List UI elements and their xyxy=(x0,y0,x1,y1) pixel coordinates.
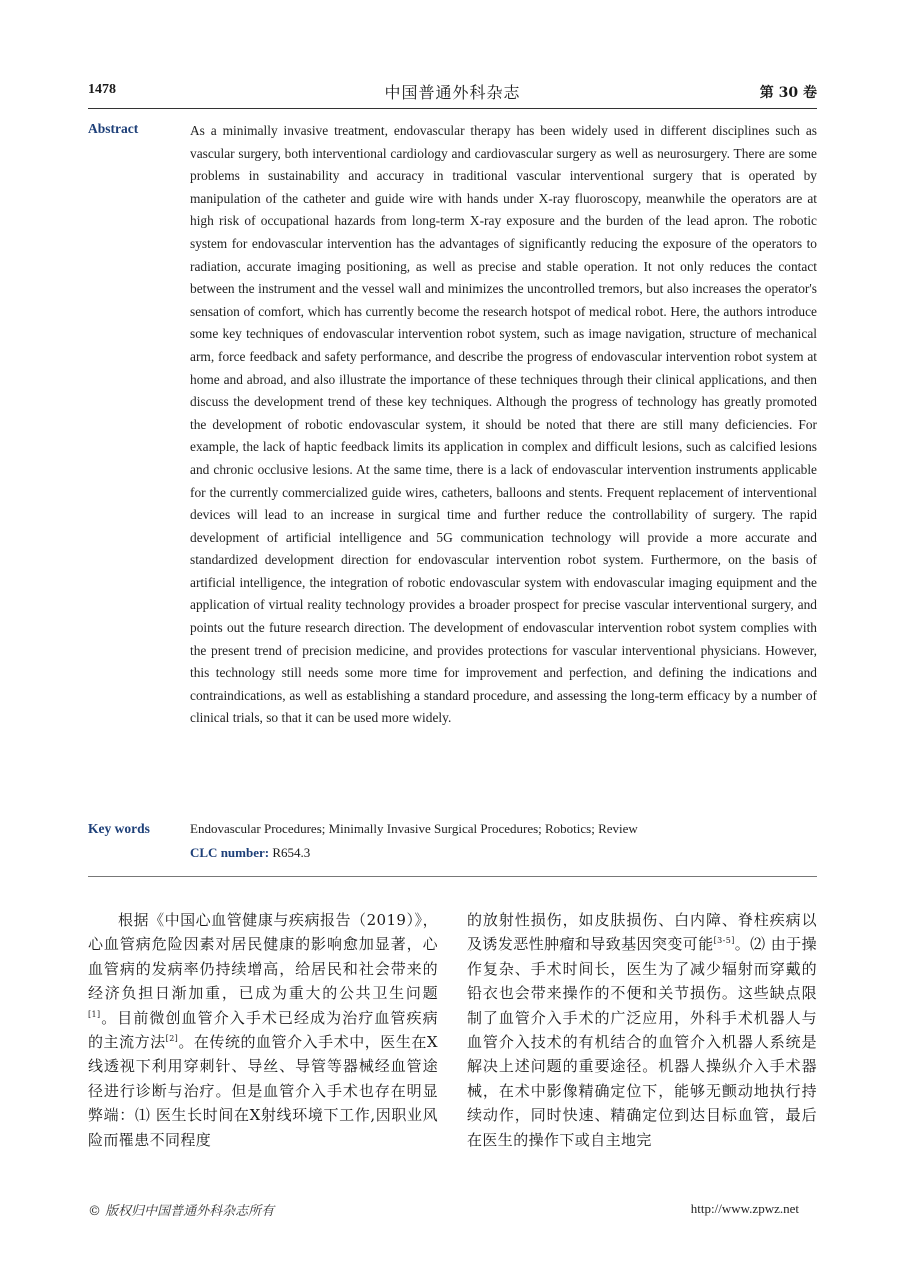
keywords-text: Endovascular Procedures; Minimally Invasive Surgical Procedures; Robotics; Review xyxy=(190,821,638,836)
journal-title: 中国普通外科杂志 xyxy=(384,83,521,102)
body-text: 。在传统的血管介入手术中，医生在X线透视下利用穿刺针、导丝、导管等器械经血管途径进行诊断与治疗。但是血管介入手术也存在明显弊端：⑴ 医生长时间在X射线环境下工作,因职业风险而罹患不同程度 xyxy=(88,1033,438,1149)
clc-number xyxy=(190,845,310,861)
page-number: 1478 xyxy=(88,82,116,97)
body-text: 根据《中国心血管健康与疾病报告（2019）》，心血管病危险因素对居民健康的影响愈加显著，心血管病的发病率仍持续增高，给居民和社会带来的经济负担日渐加重，已成为重大的公共卫生问题 xyxy=(88,911,438,1003)
clc-label: CLC number: xyxy=(190,845,270,860)
body-column-left xyxy=(88,908,438,1152)
body-text: 。目前微创血管介入手术已经成为治疗血管疾病的主流方法 xyxy=(88,1008,438,1052)
copyright-notice: © 版权归中国普通外科杂志所有 xyxy=(88,1204,275,1219)
section-divider xyxy=(88,876,817,877)
journal-url[interactable]: http://www.zpwz.net xyxy=(690,1201,799,1216)
citation: [2] xyxy=(165,1034,179,1044)
body-column-right xyxy=(467,908,817,1152)
header-divider xyxy=(88,108,817,109)
volume-label: 第 30 卷 xyxy=(759,85,817,101)
citation: [3-5] xyxy=(713,936,735,946)
running-header xyxy=(88,82,817,104)
keywords-label: Key words xyxy=(88,821,150,836)
abstract-label: Abstract xyxy=(88,121,139,136)
clc-value: R654.3 xyxy=(272,845,311,860)
citation: [1] xyxy=(88,1009,101,1019)
body-text: 的放射性损伤，如皮肤损伤、白内障、脊柱疾病以及诱发恶性肿瘤和导致基因突变可能 xyxy=(467,911,817,954)
abstract-text: As a minimally invasive treatment, endovascular therapy has been widely used in different disciplines such as vascular surgery, both interventional cardiology and cardiovascular surgery as well as neurosurgery. There are some problems in sustainability and accuracy in traditional vascular interventional surgery that is operated by manipulation of the catheter and guide wire with hands under X-ray fluoroscopy, meanwhile the operators are at high risk of occupational hazards from long-term X-ray exposure and the burden of the lead apron. The robotic system for endovascular intervention has the advantages of significantly reducing the exposure of the operators to radiation, accurate imaging positioning, as well as precise and stable operation. It not only reduces the contact between the instrument and the vessel wall and minimizes the uncontrolled tremors, but also increases the operator's sensation of comfort, which has currently become the research hotspot of medical robot. Here, the authors introduce some key techniques of endovascular intervention robot system, such as image navigation, structure of mechanical arm, force feedback and safety performance, and describe the progress of endovascular intervention robot system at home and abroad, and also illustrate the importance of these techniques through their clinical applications, and then discuss the development trend of these key techniques. Although the progress of technology has greatly promoted the development of robotic endovascular system, it should be noted that there are still many deficiencies. For example, the lack of haptic feedback limits its application in complex and difficult lesions, such as calcified lesions and chronic occlusive lesions. At the same time, there is a lack of endovascular intervention instruments applicable for the currently commercialized guide wires, catheters, balloons and stents. Frequent replacement of interventional devices will lead to an increase in surgical time and further reduce the controllability of surgery. The rapid development of artificial intelligence and 5G communication technology will provide a more accurate and standardized development direction for endovascular intervention robot system. Furthermore, on the basis of artificial intelligence, the integration of robotic endovascular system with endovascular imaging equipment and the application of virtual reality technology provides a broader prospect for precise vascular interventional surgery, and points out the future research direction. The development of endovascular intervention robot system complies with the present trend of precision medicine, and provides protections for vascular interventional physicians. However, this technology still needs some more time for improvement and perfection, and defining the indications and contraindications, as well as establishing a standard procedure, and assessing the long-term efficacy by a number of clinical trials, so that it can be used more widely. xyxy=(190,123,817,726)
body-text: 。⑵ 由于操作复杂、手术时间长，医生为了减少辐射而穿戴的铅衣也会带来操作的不便和关节损伤。这些缺点限制了血管介入手术的广泛应用，外科手术机器人与血管介入技术的有机结合的血管介入机器人系统是解决上述问题的重要途径。机器人操纵介入手术器械，在术中影像精确定位下，能够无颤动地执行持续动作，同时快速、精确定位到达目标血管，最后在医生的操作下或自主地完 xyxy=(467,935,817,1149)
